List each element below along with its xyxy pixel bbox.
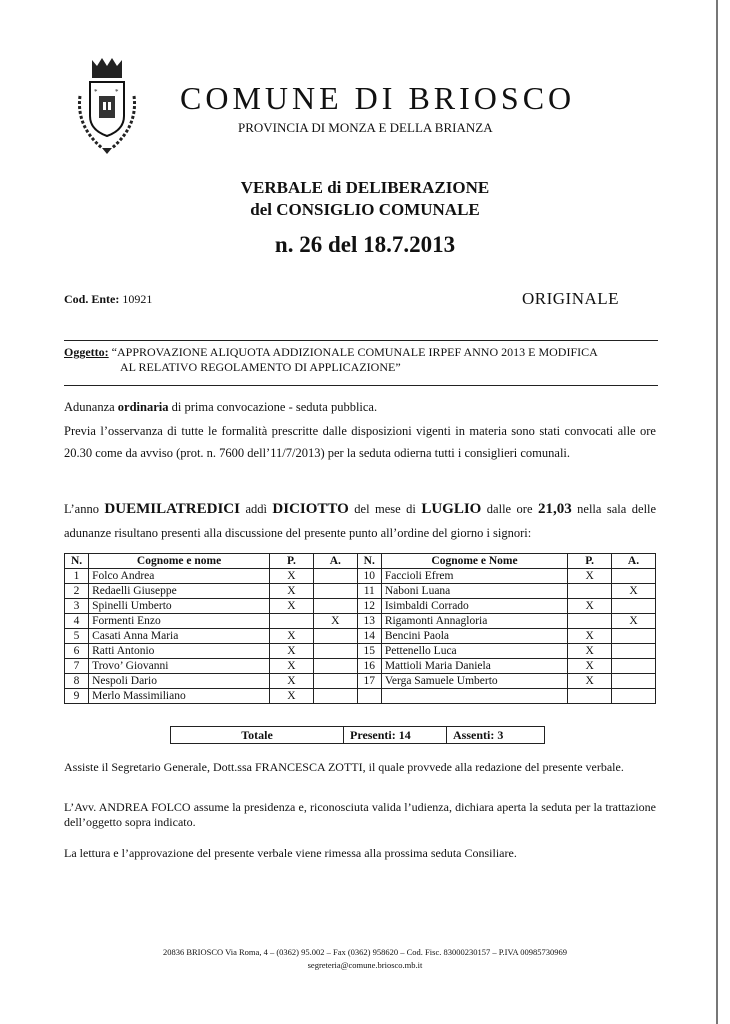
municipality-title: COMUNE DI BRIOSCO (180, 80, 576, 116)
date-text-c: del mese di (354, 502, 416, 516)
present-mark: X (270, 599, 314, 614)
member-number: 4 (65, 614, 89, 629)
member-number: 2 (65, 584, 89, 599)
present-mark (568, 689, 612, 704)
present-mark: X (270, 659, 314, 674)
deliberation-number: n. 26 del 18.7.2013 (274, 232, 456, 257)
date-text-d: dalle ore (486, 502, 533, 516)
member-name: Nespoli Dario (89, 674, 270, 689)
member-name: Trovo’ Giovanni (89, 659, 270, 674)
col-name-left: Cognome e nome (89, 554, 270, 569)
session-text-c: di prima convocazione - seduta pubblica. (171, 400, 378, 414)
subject-line2: AL RELATIVO REGOLAMENTO DI APPLICAZIONE” (120, 360, 401, 374)
member-name: Faccioli Efrem (381, 569, 567, 584)
absent-mark: X (612, 614, 656, 629)
member-number: 11 (357, 584, 381, 599)
date-text-e: nella sala delle adunanze risultano presenti alla discussione del presente punto all’ordine del giorno i signori: (64, 502, 657, 540)
table-row (65, 614, 656, 629)
absent-count: Assenti: 3 (447, 727, 545, 744)
present-mark: X (270, 689, 314, 704)
member-number: 12 (357, 599, 381, 614)
member-name (381, 689, 567, 704)
totals-table (170, 726, 545, 744)
present-mark: X (270, 569, 314, 584)
table-row (65, 674, 656, 689)
absent-mark (612, 674, 656, 689)
member-number: 7 (65, 659, 89, 674)
member-number: 13 (357, 614, 381, 629)
presidency-paragraph: L’Avv. ANDREA FOLCO assume la presidenza e, riconosciuta valida l’udienza, dichiara aperta la seduta per la trattazione dell’oggetto sopra indicato. (64, 800, 656, 829)
subject-label: Oggetto: (64, 345, 109, 359)
member-number: 14 (357, 629, 381, 644)
member-number: 6 (65, 644, 89, 659)
present-mark: X (568, 629, 612, 644)
entity-code (64, 292, 152, 307)
present-mark: X (568, 599, 612, 614)
member-name: Redaelli Giuseppe (89, 584, 270, 599)
footer-address: 20836 BRIOSCO Via Roma, 4 – (0362) 95.002 – Fax (0362) 958620 – Cod. Fisc. 83000230157 – P.IVA 00985730969 (162, 947, 568, 957)
absent-mark (612, 569, 656, 584)
time-text: 21,03 (537, 501, 572, 517)
member-number: 3 (65, 599, 89, 614)
member-number: 1 (65, 569, 89, 584)
member-number: 10 (357, 569, 381, 584)
absent-mark (313, 569, 357, 584)
subject-block (64, 345, 664, 375)
member-number: 9 (65, 689, 89, 704)
col-present-left: P. (270, 554, 314, 569)
present-mark: X (270, 674, 314, 689)
present-mark: X (270, 584, 314, 599)
month-text: LUGLIO (421, 501, 482, 517)
table-row (65, 644, 656, 659)
present-mark: X (568, 659, 612, 674)
session-type-line (64, 397, 656, 417)
footer-email: segreteria@comune.briosco.mb.it (307, 960, 423, 970)
absent-mark (612, 689, 656, 704)
subject-bottom-rule (64, 385, 658, 386)
table-row (65, 629, 656, 644)
member-name: Naboni Luana (381, 584, 567, 599)
svg-text:*: * (115, 88, 119, 96)
member-name: Merlo Massimiliano (89, 689, 270, 704)
member-name: Ratti Antonio (89, 644, 270, 659)
absent-mark (313, 584, 357, 599)
member-number (357, 689, 381, 704)
absent-mark (612, 659, 656, 674)
member-name: Casati Anna Maria (89, 629, 270, 644)
day-text: DICIOTTO (272, 501, 349, 517)
col-n-right: N. (357, 554, 381, 569)
session-text-a: Adunanza (64, 400, 115, 414)
col-absent-right: A. (612, 554, 656, 569)
member-name: Spinelli Umberto (89, 599, 270, 614)
session-type: ordinaria (117, 400, 169, 414)
absent-mark (313, 644, 357, 659)
col-absent-left: A. (313, 554, 357, 569)
entity-code-label: Cod. Ente: (64, 292, 120, 306)
present-mark: X (270, 629, 314, 644)
table-row (65, 689, 656, 704)
absent-mark: X (313, 614, 357, 629)
table-row (65, 599, 656, 614)
province-subtitle: PROVINCIA DI MONZA E DELLA BRIANZA (238, 120, 493, 135)
absent-mark (313, 599, 357, 614)
present-mark: X (568, 644, 612, 659)
member-name: Rigamonti Annagloria (381, 614, 567, 629)
approval-paragraph: La lettura e l’approvazione del presente verbale viene rimessa alla prossima seduta Consiliare. (64, 846, 517, 860)
member-name: Verga Samuele Umberto (381, 674, 567, 689)
absent-mark (612, 629, 656, 644)
document-heading-line2: del CONSIGLIO COMUNALE (250, 200, 480, 219)
original-status: ORIGINALE (522, 289, 620, 308)
absent-mark (313, 689, 357, 704)
member-number: 8 (65, 674, 89, 689)
member-number: 15 (357, 644, 381, 659)
entity-code-value: 10921 (122, 292, 153, 306)
attendance-header-row (65, 554, 656, 569)
member-name: Formenti Enzo (89, 614, 270, 629)
document-heading-line1: VERBALE di DELIBERAZIONE (240, 178, 490, 197)
date-text-b: addì (245, 502, 267, 516)
table-row (65, 584, 656, 599)
date-text-a: L’anno (64, 502, 99, 516)
absent-mark (313, 629, 357, 644)
member-name: Bencini Paola (381, 629, 567, 644)
member-name: Mattioli Maria Daniela (381, 659, 567, 674)
year-text: DUEMILATREDICI (104, 501, 240, 517)
absent-mark (313, 659, 357, 674)
present-mark: X (270, 644, 314, 659)
subject-line1: “APPROVAZIONE ALIQUOTA ADDIZIONALE COMUNALE IRPEF ANNO 2013 E MODIFICA (111, 345, 598, 359)
absent-mark (612, 599, 656, 614)
absent-mark (612, 644, 656, 659)
date-paragraph (64, 497, 656, 545)
attendance-table (64, 553, 656, 704)
municipal-crest-icon (72, 56, 142, 156)
present-mark (270, 614, 314, 629)
table-row (65, 569, 656, 584)
present-mark (568, 614, 612, 629)
member-name: Isimbaldi Corrado (381, 599, 567, 614)
member-name: Pettenello Luca (381, 644, 567, 659)
member-number: 5 (65, 629, 89, 644)
present-count: Presenti: 14 (344, 727, 447, 744)
member-number: 17 (357, 674, 381, 689)
col-n-left: N. (65, 554, 89, 569)
col-name-right: Cognome e Nome (381, 554, 567, 569)
present-mark: X (568, 569, 612, 584)
col-present-right: P. (568, 554, 612, 569)
table-row (65, 659, 656, 674)
present-mark: X (568, 674, 612, 689)
present-mark (568, 584, 612, 599)
absent-mark: X (612, 584, 656, 599)
member-name: Folco Andrea (89, 569, 270, 584)
subject-top-rule (64, 340, 658, 341)
secretary-paragraph: Assiste il Segretario Generale, Dott.ssa FRANCESCA ZOTTI, il quale provvede alla redazione del presente verbale. (64, 760, 624, 774)
convocation-paragraph: Previa l’osservanza di tutte le formalità prescritte dalle disposizioni vigenti in materia sono stati convocati alle ore 20.30 come da avviso (prot. n. 7600 dell’11/7/2013) per la seduta odierna tutti i consiglieri comunali. (64, 424, 656, 460)
page-edge-line (716, 0, 718, 1024)
absent-mark (313, 674, 357, 689)
svg-text:*: * (94, 88, 98, 96)
member-number: 16 (357, 659, 381, 674)
total-label: Totale (171, 727, 344, 744)
